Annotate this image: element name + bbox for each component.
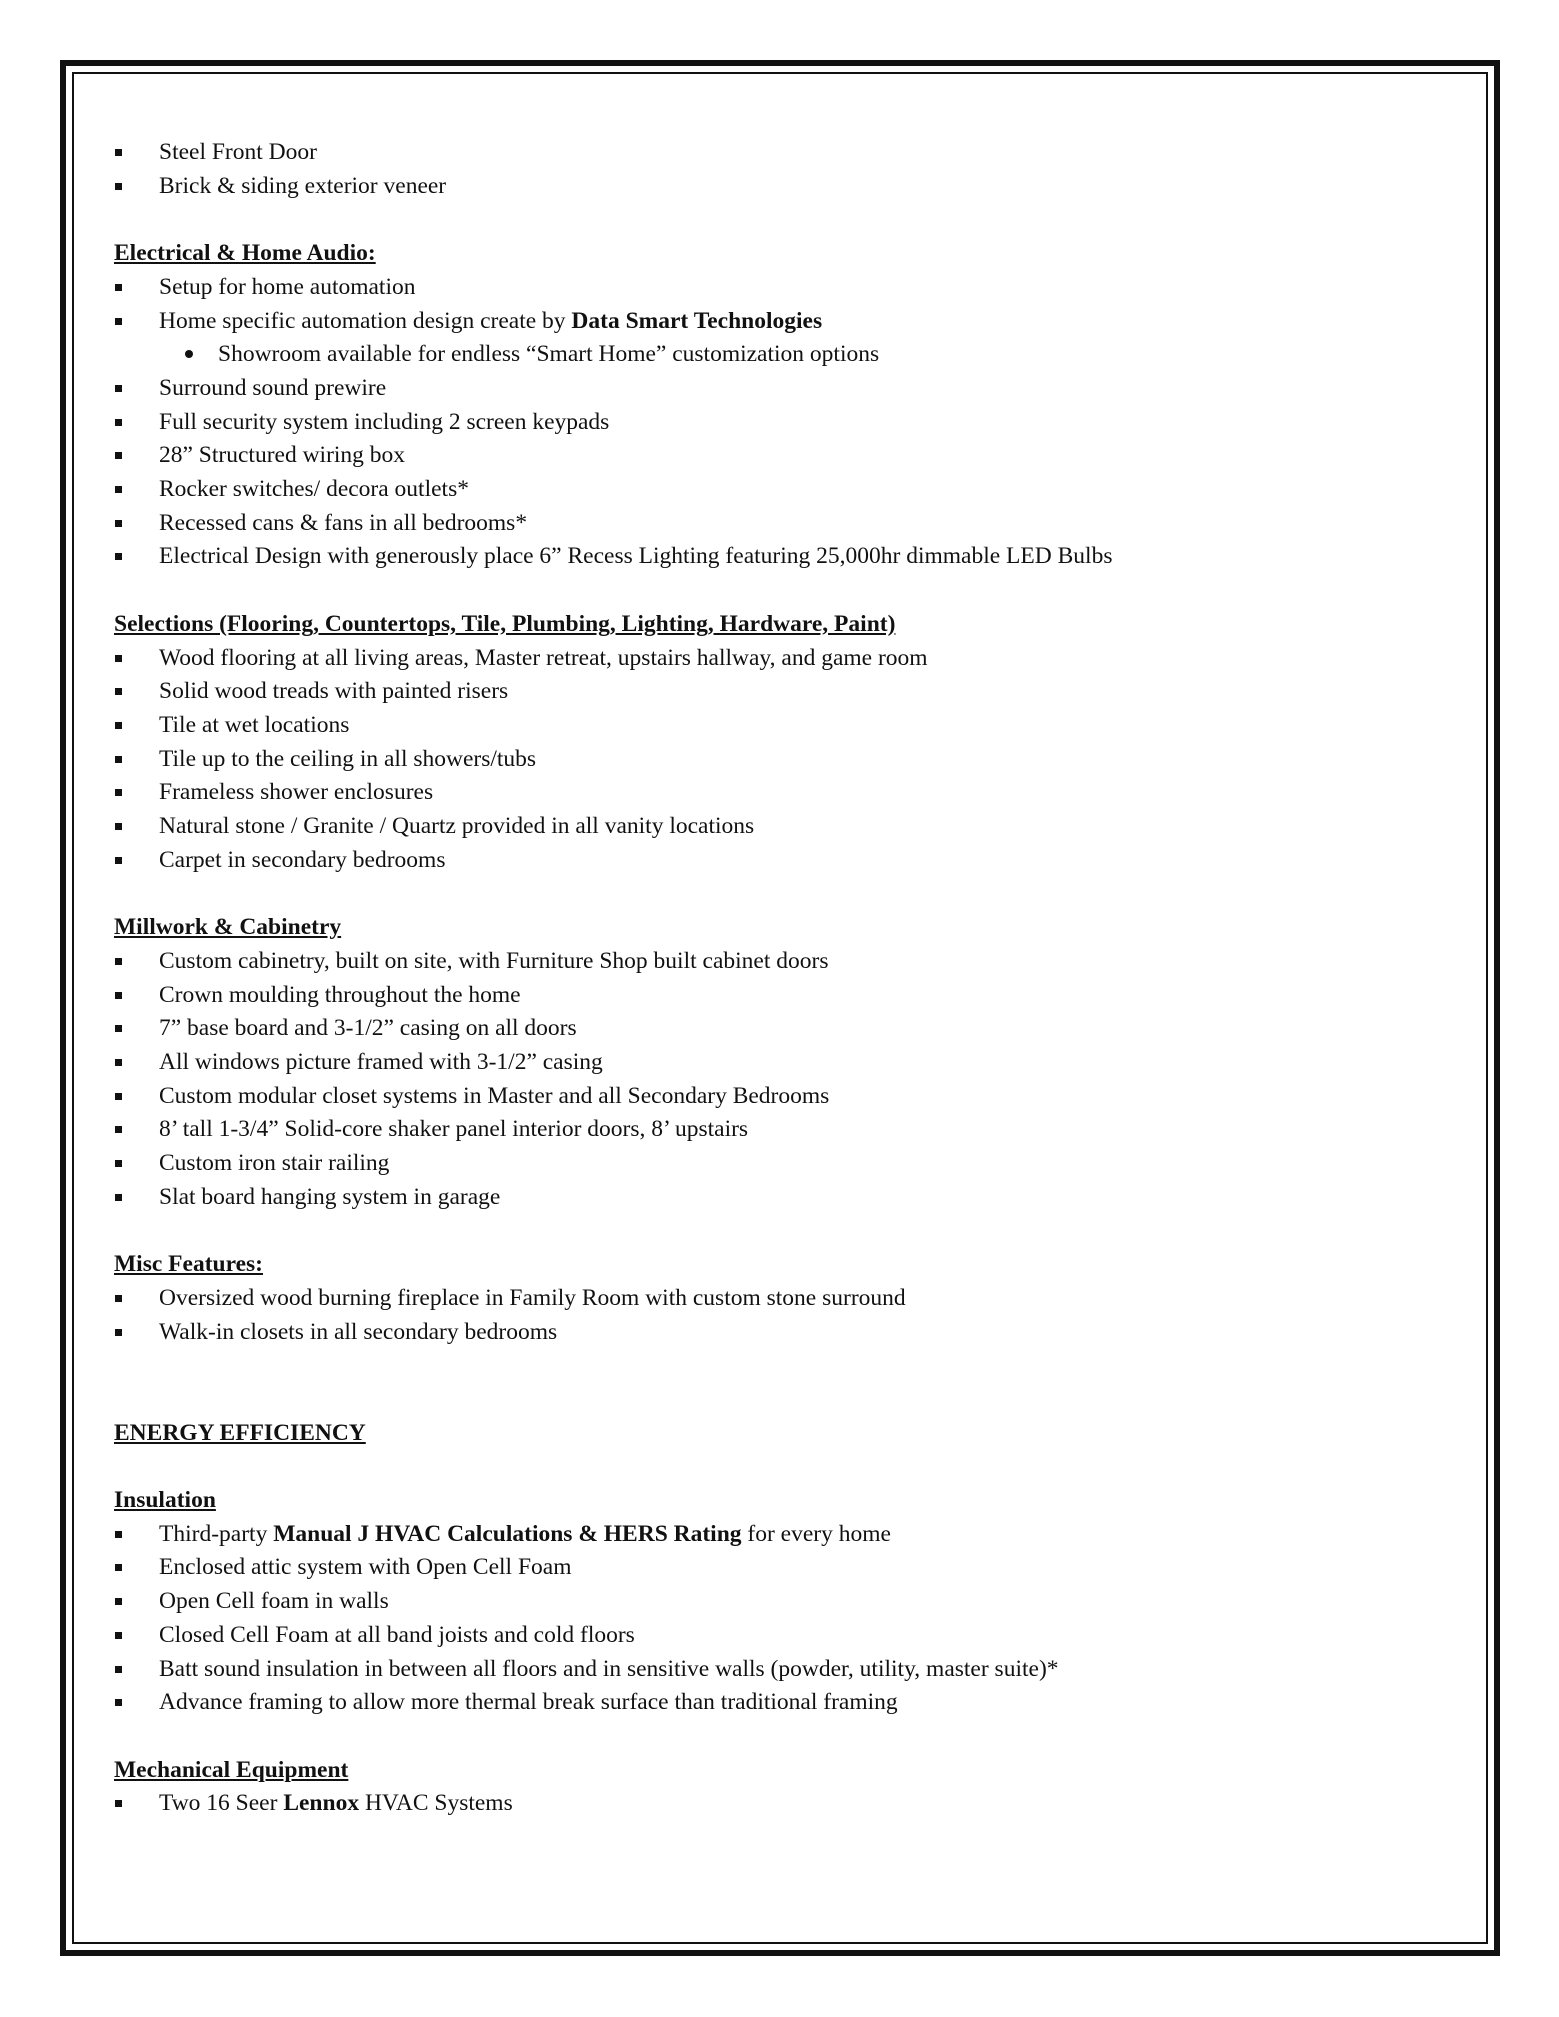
list-item: Wood flooring at all living areas, Master retreat, upstairs hallway, and game room <box>114 642 1414 676</box>
list-item: Closed Cell Foam at all band joists and cold floors <box>114 1619 1414 1653</box>
list-item: 7” base board and 3-1/2” casing on all doors <box>114 1012 1414 1046</box>
list-item: 8’ tall 1-3/4” Solid-core shaker panel interior doors, 8’ upstairs <box>114 1113 1414 1147</box>
item-text: Third-party <box>159 1520 274 1547</box>
list-item: Brick & siding exterior veneer <box>114 170 1414 204</box>
list-item: Tile at wet locations <box>114 709 1414 743</box>
mechanical-list <box>114 1787 1414 1821</box>
list-item: Enclosed attic system with Open Cell Foam <box>114 1551 1414 1585</box>
selections-list <box>114 642 1414 878</box>
electrical-list <box>114 271 1414 574</box>
list-item: Tile up to the ceiling in all showers/tubs <box>114 743 1414 777</box>
list-item: All windows picture framed with 3-1/2” casing <box>114 1046 1414 1080</box>
list-item: Custom cabinetry, built on site, with Furniture Shop built cabinet doors <box>114 945 1414 979</box>
list-item: Advance framing to allow more thermal break surface than traditional framing <box>114 1686 1414 1720</box>
list-item: Oversized wood burning fireplace in Family Room with custom stone surround <box>114 1282 1414 1316</box>
list-item: Carpet in secondary bedrooms <box>114 844 1414 878</box>
list-item: Slat board hanging system in garage <box>114 1181 1414 1215</box>
section-heading-electrical: Electrical & Home Audio: <box>114 240 376 267</box>
energy-efficiency-heading: ENERGY EFFICIENCY <box>114 1419 366 1446</box>
section-heading-mechanical: Mechanical Equipment <box>114 1756 349 1783</box>
list-item <box>114 1518 1414 1552</box>
misc-list <box>114 1282 1414 1349</box>
millwork-list <box>114 945 1414 1215</box>
list-item: Rocker switches/ decora outlets* <box>114 473 1414 507</box>
list-item: 28” Structured wiring box <box>114 439 1414 473</box>
item-text: Two 16 Seer <box>159 1790 284 1817</box>
list-item: Recessed cans & fans in all bedrooms* <box>114 507 1414 541</box>
list-item: Custom modular closet systems in Master and all Secondary Bedrooms <box>114 1080 1414 1114</box>
list-item <box>114 1787 1414 1821</box>
list-item: Batt sound insulation in between all floors and in sensitive walls (powder, utility, master suite)* <box>114 1653 1414 1687</box>
brand-name: Data Smart Technologies <box>571 307 823 334</box>
list-item: Setup for home automation <box>114 271 1414 305</box>
list-item: Steel Front Door <box>114 136 1414 170</box>
list-item: Open Cell foam in walls <box>114 1585 1414 1619</box>
list-item: Full security system including 2 screen keypads <box>114 406 1414 440</box>
item-text: Home specific automation design create by <box>159 307 572 334</box>
document-body <box>114 136 1414 1821</box>
exterior-list <box>114 136 1414 203</box>
brand-name: Lennox <box>283 1790 360 1817</box>
sub-list-item: Showroom available for endless “Smart Home” customization options <box>114 338 1414 372</box>
list-item <box>114 305 1414 339</box>
bold-text: Manual J HVAC Calculations & HERS Rating <box>273 1520 742 1547</box>
list-item: Custom iron stair railing <box>114 1147 1414 1181</box>
section-heading-misc: Misc Features: <box>114 1251 263 1278</box>
section-heading-selections: Selections (Flooring, Countertops, Tile, Plumbing, Lighting, Hardware, Paint) <box>114 610 896 637</box>
list-item: Walk-in closets in all secondary bedrooms <box>114 1316 1414 1350</box>
list-item: Natural stone / Granite / Quartz provided in all vanity locations <box>114 810 1414 844</box>
item-text: HVAC Systems <box>359 1790 513 1817</box>
list-item: Solid wood treads with painted risers <box>114 675 1414 709</box>
insulation-list <box>114 1518 1414 1720</box>
list-item: Crown moulding throughout the home <box>114 979 1414 1013</box>
item-text: for every home <box>741 1520 891 1547</box>
section-heading-insulation: Insulation <box>114 1487 216 1514</box>
list-item: Frameless shower enclosures <box>114 776 1414 810</box>
list-item: Electrical Design with generously place 6” Recess Lighting featuring 25,000hr dimmable LED Bulbs <box>114 540 1414 574</box>
list-item: Surround sound prewire <box>114 372 1414 406</box>
section-heading-millwork: Millwork & Cabinetry <box>114 914 342 941</box>
